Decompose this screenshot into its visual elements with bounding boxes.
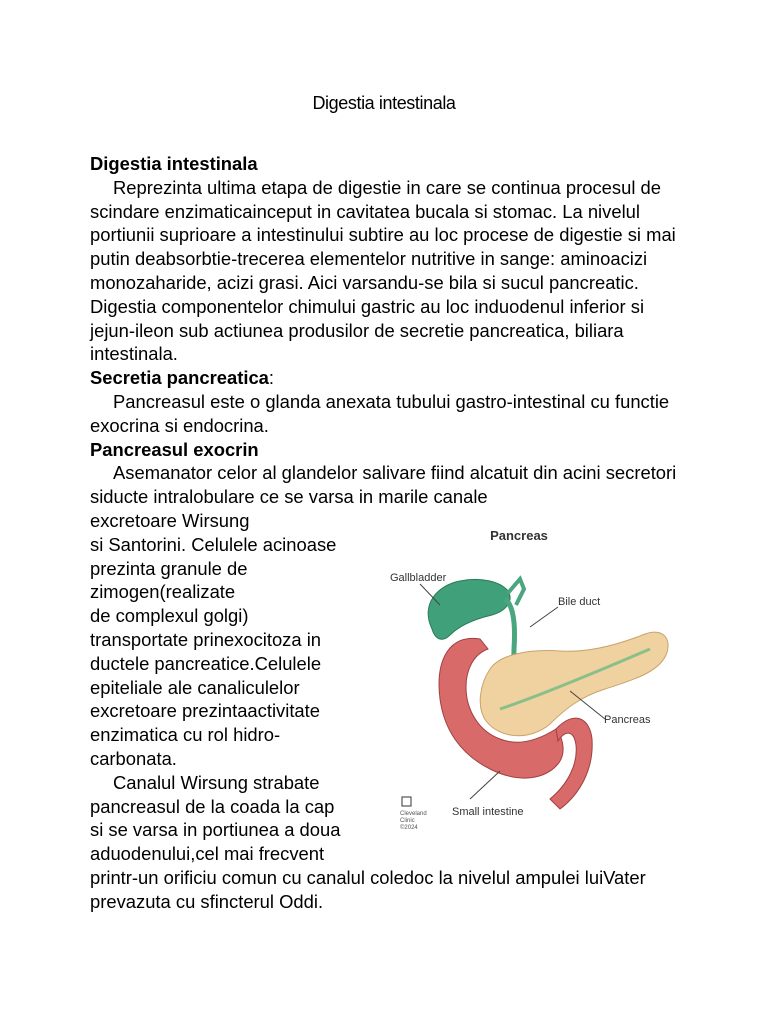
heading-secretia-line — [90, 366, 690, 390]
label-small-intestine: Small intestine — [452, 805, 524, 818]
narrow-line: zimogen(realizate — [90, 581, 236, 603]
narrow-column — [90, 509, 370, 866]
label-pancreas: Pancreas — [604, 713, 651, 726]
narrow-line: epiteliale ale canaliculelor — [90, 676, 300, 698]
logo-line-3: ©2024 — [400, 824, 418, 831]
figure-title: Pancreas — [490, 527, 548, 543]
heading-secretia-colon: : — [268, 367, 275, 389]
narrow-line: excretoare Wirsung — [90, 509, 250, 531]
narrow-line: prezinta granule de — [90, 557, 248, 579]
narrow-line: carbonata. — [90, 747, 177, 769]
heading-digestia: Digestia intestinala — [90, 153, 258, 174]
narrow-line: si Santorini. Celulele acinoase — [90, 533, 337, 555]
paragraph-wirsung-tail: printr-un orificiu comun cu canalul coledoc la nivelul ampulei luiVater prevazuta cu sfincterul Oddi. — [90, 866, 646, 912]
heading-exocrin: Pancreasul exocrin — [90, 438, 259, 460]
paragraph-exocrin-intro: Asemanator celor al glandelor salivare fiind alcatuit din acini secretori siducte intralobulare ce se varsa in marile canale — [90, 462, 677, 508]
narrow-line: pancreasul de la coada la cap — [90, 795, 335, 817]
narrow-line: Canalul Wirsung strabate — [113, 771, 320, 793]
narrow-line: si se varsa in portiunea a doua — [90, 819, 341, 841]
text-with-figure — [90, 509, 690, 866]
document-body — [90, 152, 690, 914]
logo-line-2: Clinic — [400, 817, 415, 824]
narrow-line: excretoare prezintaactivitate — [90, 700, 320, 722]
paragraph-digestia: Reprezinta ultima etapa de digestie in care se continua procesul de scindare enzimaticainceput in cavitatea bucala si stomac. La nivelul portiunii suprioare a intestinului subtire au loc procese de digestie si mai putin deabsorbtie-trecerea elementelor nutritive in sange: aminoacizi monozaharide, acizi grasi. Aici varsandu-se bila si sucul pancreatic. Digestia componentelor chimului gastric au loc induodenul inferior si jejun-ileon sub actiunea produsilor de secretie pancreatica, biliara intestinala. — [90, 176, 676, 365]
pancreas-figure — [380, 509, 680, 849]
paragraph-pancreas: Pancreasul este o glanda anexata tubului gastro-intestinal cu functie exocrina si endocrina. — [90, 390, 670, 436]
narrow-line: transportate prinexocitoza in — [90, 628, 322, 650]
narrow-line: aduodenului,cel mai frecvent — [90, 843, 325, 865]
logo-line-1: Cleveland — [400, 810, 427, 817]
narrow-line: ductele pancreatice.Celulele — [90, 652, 322, 674]
heading-secretia: Secretia pancreatica — [90, 367, 269, 389]
narrow-line: de complexul golgi) — [90, 605, 249, 627]
narrow-line: enzimatica cu rol hidro- — [90, 724, 281, 746]
label-gallbladder: Gallbladder — [390, 571, 447, 584]
page-title: Digestia intestinala — [312, 93, 456, 113]
label-bile-duct: Bile duct — [558, 595, 601, 608]
